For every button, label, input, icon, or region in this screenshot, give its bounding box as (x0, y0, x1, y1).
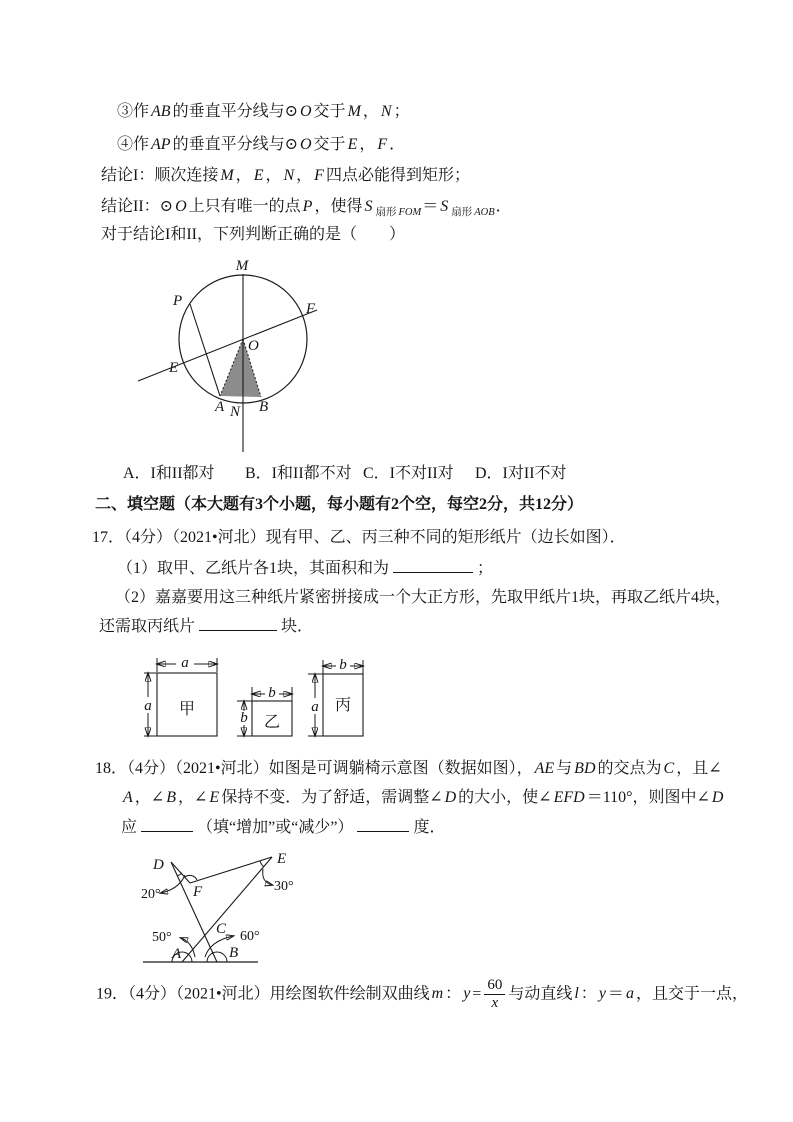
q17-part1: （1）取甲、乙纸片各1块，其面积和为 ； (117, 560, 494, 577)
point-label-F: F (193, 884, 203, 900)
angle-arc-B (207, 952, 227, 962)
paper-bing (308, 657, 363, 736)
point-label-E: E (277, 851, 287, 867)
angle-value-D: 20° (141, 887, 161, 902)
jia-height-label: a (144, 698, 152, 714)
q16-circle-figure (105, 250, 325, 456)
option-a: A．I和II都对 (123, 465, 215, 482)
angle-arc-D (177, 873, 182, 876)
q18-stem-line3: 应 （填“增加”或“减少”） 度． (121, 819, 446, 836)
bing-height-label: a (311, 699, 319, 715)
yi-width-label: b (268, 685, 276, 701)
point-label-B: B (259, 399, 269, 415)
segment-DF (171, 862, 190, 883)
q18-stem-line1: 18．（4分）（2021•河北）如图是可调躺椅示意图（数据如图）， AE 与 BD 的交点为 C ，且∠ (95, 760, 722, 777)
point-label-N: N (230, 404, 241, 420)
point-label-B: B (229, 945, 239, 961)
q16-step3: ③作 AB 的垂直平分线与⊙ O 交于 M ， N ； (117, 103, 410, 120)
q19-stem: 19．（4分）（2021•河北）用绘图软件绘制双曲线 m ： y = $\frac{60}{x}$ 与动直线 l ： y ＝ a ，且交于一点， (96, 977, 748, 1012)
q17-part2: （2）嘉嘉要用这三种纸片紧密拼接成一个大正方形，先取甲纸片1块，再取乙纸片4块， (115, 589, 732, 606)
angle-value-A: 50° (152, 930, 172, 945)
point-label-A: A (172, 946, 182, 962)
bing-name: 丙 (334, 697, 352, 714)
angle-value-E: 30° (274, 879, 294, 894)
jia-width-label: a (181, 655, 189, 671)
section-header: 二、填空题（本大题有3个小题，每小题有2个空，每空2分，共12分） (95, 496, 584, 513)
q16-question: 对于结论I和II，下列判断正确的是（ ） (101, 226, 405, 243)
jia-name: 甲 (178, 701, 196, 718)
paper-jia (141, 655, 217, 736)
q18-recliner-figure (125, 845, 325, 970)
q18-stem-line2: A ，∠ B ，∠ E 保持不变．为了舒适，需调整∠ D 的大小，使∠ EFD ＝110°，则图中∠ D (123, 789, 724, 806)
point-label-E: E (169, 360, 179, 376)
angle-value-B: 60° (240, 929, 260, 944)
paper-yi (237, 685, 292, 736)
q17-stem: 17．（4分）（2021•河北）现有甲、乙、丙三种不同的矩形纸片（边长如图）． (92, 529, 626, 546)
angle-arrow-E (263, 869, 272, 885)
point-label-A: A (215, 399, 225, 415)
q16-conclusion-2: 结论II：⊙ O 上只有唯一的点 P ，使得 S $_{扇形}$ $_{FOM}$＝ S $_{扇形}$ $_{AOB}$． (101, 198, 512, 218)
yi-name: 乙 (263, 714, 281, 731)
option-d: D．I对II不对 (475, 465, 567, 482)
line-EF (138, 310, 317, 381)
segment-FE (190, 857, 272, 883)
q17-part2-cont: 还需取丙纸片 块． (99, 618, 314, 635)
point-label-O: O (248, 338, 259, 354)
line-AE (182, 857, 272, 962)
point-label-P: P (173, 293, 183, 309)
point-label-M: M (235, 258, 249, 274)
angle-arc-E (260, 861, 264, 867)
option-c: C．I不对II对 (363, 465, 454, 482)
point-label-F: F (306, 301, 316, 317)
yi-height-label: b (240, 710, 248, 726)
bing-width-label: b (339, 657, 347, 673)
q16-step4: ④作 AP 的垂直平分线与⊙ O 交于 E ， F ． (117, 136, 406, 153)
option-b: B．I和II都不对 (245, 465, 352, 482)
point-label-D: D (153, 857, 164, 873)
point-label-C: C (216, 921, 227, 937)
q17-papers-figure (138, 650, 378, 750)
q16-conclusion-1: 结论I：顺次连接 M ， E ， N ， F 四点必能得到矩形； (101, 167, 470, 184)
